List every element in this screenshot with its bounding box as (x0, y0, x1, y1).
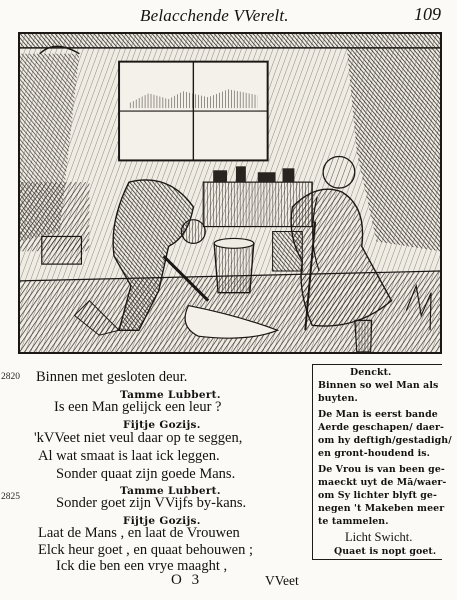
sidebar-heading: Denckt. (350, 367, 392, 378)
sidebar-motto: Licht Swicht. (345, 530, 413, 544)
verse-line: Sonder goet zijn VVijfs by-kans. (56, 495, 247, 511)
speaker-name: Fijtje Gozijs. (123, 515, 201, 527)
sidebar-line: negen 't Makeben meer (318, 503, 445, 514)
verse-line: Is een Man gelijck een leur ? (54, 399, 222, 415)
verse-line: Binnen met gesloten deur. (36, 369, 188, 385)
sidebar-line: De Man is eerst bande (318, 409, 438, 420)
verse-line: Laat de Mans , en laat de Vrouwen (38, 525, 240, 541)
verse-line: Elck heur goet , en quaat behouwen ; (38, 542, 254, 558)
sidebar-line: en gront-houdend is. (318, 448, 430, 459)
sidebar-line: om hy deftigh/gestadigh/ (318, 435, 452, 446)
verse-line: Al wat smaat is laat ick leggen. (38, 448, 220, 464)
catchword: VVeet (265, 573, 299, 588)
engraving-artwork (20, 34, 440, 352)
speaker-name: Tamme Lubbert. (120, 485, 221, 497)
sidebar-line: om Sy lichter blyft ge- (318, 490, 437, 501)
verse-line: Sonder quaat zijn goede Mans. (56, 466, 236, 482)
signature-mark: O 3 (171, 572, 203, 588)
running-title: Belacchende VVerelt. (140, 6, 289, 25)
sidebar-line: De Vrou is van been ge- (318, 464, 445, 475)
speaker-name: Tamme Lubbert. (120, 389, 221, 401)
sidebar-motto: Quaet is nopt goet. (334, 546, 437, 557)
sidebar-line: te tammelen. (318, 516, 389, 527)
page-number: 109 (414, 4, 441, 24)
sidebar-line: Aerde geschapen/ daer- (318, 422, 445, 433)
engraving-illustration (18, 32, 442, 354)
sidebar-line: Binnen so wel Man als (318, 380, 439, 391)
verse-line: 'kVVeet niet veul daar op te seggen, (34, 430, 243, 446)
sidebar-line: maeckt uyt de Mā/waer- (318, 477, 447, 488)
line-number: 2820 (1, 372, 20, 382)
speaker-name: Fijtje Gozijs. (123, 419, 201, 431)
sidebar-line: buyten. (318, 393, 358, 404)
verse-line: Ick die ben een vrye maaght , (56, 558, 228, 574)
line-number: 2825 (1, 492, 20, 502)
